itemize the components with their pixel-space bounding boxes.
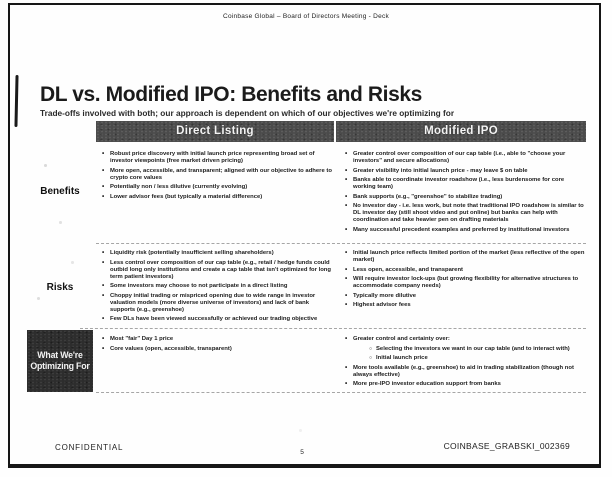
- bullet-item: [102, 184, 334, 191]
- bullet-text: Will require investor lock-ups (but growing flexibility for alternative structures to accommodate company needs): [353, 276, 579, 290]
- bullet-text: Greater visibility into initial launch price - may leave $ on table: [353, 167, 528, 174]
- document-header: Coinbase Global – Board of Directors Meeting - Deck: [223, 13, 389, 20]
- bullet-item: [102, 250, 334, 257]
- bullet-item: [345, 177, 586, 191]
- bullet-text: Core values (open, accessible, transparent): [110, 345, 232, 352]
- row-label-what-were-optimizing-for: [27, 330, 93, 392]
- optimizing-modified-ipo-list: [345, 336, 586, 391]
- bullet-marker: •: [345, 176, 348, 184]
- bullet-marker: •: [345, 291, 348, 299]
- bullet-item: [345, 203, 586, 224]
- bullet-marker: •: [345, 363, 348, 371]
- bullet-marker: •: [345, 301, 348, 309]
- bullet-text: Less open, accessible, and transparent: [353, 266, 464, 273]
- bullet-item: [369, 346, 586, 353]
- row-label-benefits: Benefits: [40, 186, 80, 197]
- bullet-item: [345, 381, 586, 388]
- bullet-marker: •: [345, 202, 348, 210]
- bullet-item: [102, 346, 334, 353]
- bullet-item: [345, 365, 586, 379]
- bullet-text: Bank supports (e.g., "greenshoe" to stabilize trading): [353, 193, 503, 200]
- bullet-text: Highest advisor fees: [353, 302, 411, 309]
- bullet-text: Initial launch price: [376, 355, 428, 362]
- bullet-marker: •: [102, 291, 105, 299]
- bullet-item: [345, 227, 586, 234]
- optimizing-direct-listing-list: [102, 336, 334, 355]
- bullet-text: Some investors may choose to not participate in a direct listing: [110, 283, 288, 290]
- bullet-text: Potentially non / less dilutive (currently evolving): [110, 184, 248, 191]
- bullet-item: [345, 151, 586, 165]
- bullet-item: [345, 267, 586, 274]
- bullet-text: Choppy initial trading or mispriced opening due to wide range in investor valuation models (more diverse universe of investors) and lack of bank supports (e.g., greenshoe): [110, 292, 316, 313]
- risks-modified-ipo-list: [345, 250, 586, 312]
- bullet-item: [102, 151, 334, 165]
- benefits-direct-listing-list: [102, 151, 334, 203]
- optimizing-label-text: What We're Optimizing For: [30, 349, 90, 371]
- row-separator-benefits-risks: [96, 243, 586, 244]
- bullet-marker: •: [345, 225, 348, 233]
- bullet-marker: •: [345, 275, 348, 283]
- bullet-text: More pre-IPO investor education support from banks: [353, 381, 501, 388]
- bullet-marker: •: [102, 166, 105, 174]
- bullet-item: [102, 283, 334, 290]
- bullet-item: [102, 168, 334, 182]
- bullet-item: [345, 276, 586, 290]
- bullet-text: Typically more dilutive: [353, 292, 417, 299]
- bullet-item: [345, 194, 586, 201]
- bullet-text: Robust price discovery with initial launch price representing broad set of investor viewpoints (free market driven pricing): [110, 151, 315, 164]
- bullet-item: [345, 168, 586, 175]
- table-bottom-separator: [96, 392, 586, 393]
- bullet-text: Many successful precedent examples and preferred by institutional investors: [353, 226, 570, 233]
- sub-bullet-marker: ○: [369, 355, 373, 362]
- bullet-marker: •: [345, 166, 348, 174]
- bates-number: COINBASE_GRABSKI_002369: [443, 441, 570, 451]
- scan-artifact-mark: [14, 75, 18, 127]
- sub-bullet-marker: ○: [369, 345, 373, 352]
- bullet-text: Initial launch price reflects limited portion of the market (less reflective of the open market): [353, 250, 585, 263]
- bullet-item: [102, 316, 334, 323]
- bullet-marker: •: [102, 183, 105, 191]
- bullet-marker: •: [102, 335, 105, 342]
- scan-noise: [0, 0, 1, 1]
- bullet-text: Liquidity risk (potentially insufficient selling shareholders): [110, 250, 274, 256]
- bullet-text: Greater control and certainty over:: [353, 336, 450, 342]
- bullet-text: Selecting the investors we want in our cap table (and to interact with): [376, 345, 570, 352]
- bullet-marker: •: [345, 265, 348, 273]
- column-header-direct-listing: Direct Listing: [96, 121, 334, 142]
- bullet-item: [345, 250, 586, 264]
- bullet-text: Greater control over composition of our cap table (i.e., able to "choose your investors" and secure allocations): [353, 151, 566, 164]
- bullet-text: Less control over composition of our cap table (e.g., retail / hedge funds could outbid long only institutions and create a cap table that isn't optimized for long term patient investors): [110, 259, 331, 280]
- bullet-marker: •: [102, 150, 105, 157]
- bullet-text: More open, accessible, and transparent; aligned with our objective to adhere to crypto core values: [110, 167, 332, 181]
- bullet-item: [102, 293, 334, 314]
- bullet-item: [102, 336, 334, 343]
- bullet-marker: •: [102, 282, 105, 290]
- bullet-marker: •: [102, 315, 105, 323]
- bullet-marker: •: [102, 192, 105, 200]
- bullet-item: [102, 194, 334, 201]
- bullet-item: [102, 260, 334, 281]
- bullet-marker: •: [102, 258, 105, 266]
- bullet-marker: •: [345, 249, 348, 256]
- benefits-modified-ipo-list: [345, 151, 586, 236]
- bullet-marker: •: [102, 344, 105, 352]
- bullet-text: Lower advisor fees (but typically a material difference): [110, 193, 263, 200]
- bullet-marker: •: [345, 335, 348, 342]
- bullet-text: No investor day - i.e. less work, but note that traditional IPO roadshow is similar to DL investor day (still shoot video and put online) but banks can help with coordination and take heavier pen on drafting materials: [353, 203, 584, 224]
- risks-direct-listing-list: [102, 250, 334, 326]
- bullet-text: Few DLs have been viewed successfully or achieved our trading objective: [110, 316, 318, 323]
- bullet-text: Banks able to coordinate investor roadshow (i.e., less burdensome for core working team): [353, 177, 565, 191]
- row-separator-risks-optimizing: [80, 328, 586, 329]
- bullet-text: More tools available (e.g., greenshoe) to aid in trading stabilization (though not always effective): [353, 364, 574, 378]
- row-label-risks: Risks: [46, 281, 74, 293]
- bullet-item: [345, 302, 586, 309]
- bullet-item: [345, 336, 586, 343]
- bullet-text: Most "fair" Day 1 price: [110, 336, 174, 342]
- confidential-stamp: CONFIDENTIAL: [55, 443, 124, 452]
- bullet-marker: •: [345, 380, 348, 388]
- bullet-marker: •: [102, 249, 105, 256]
- column-header-modified-ipo: Modified IPO: [336, 121, 586, 142]
- slide-title: DL vs. Modified IPO: Benefits and Risks: [40, 83, 422, 106]
- bullet-item: [345, 293, 586, 300]
- bullet-marker: •: [345, 192, 348, 200]
- bullet-item: [369, 355, 586, 362]
- page-number: 5: [300, 449, 304, 456]
- slide-subtitle: Trade-offs involved with both; our approach is dependent on which of our objectives we're optimizing for: [40, 108, 455, 118]
- bullet-marker: •: [345, 150, 348, 157]
